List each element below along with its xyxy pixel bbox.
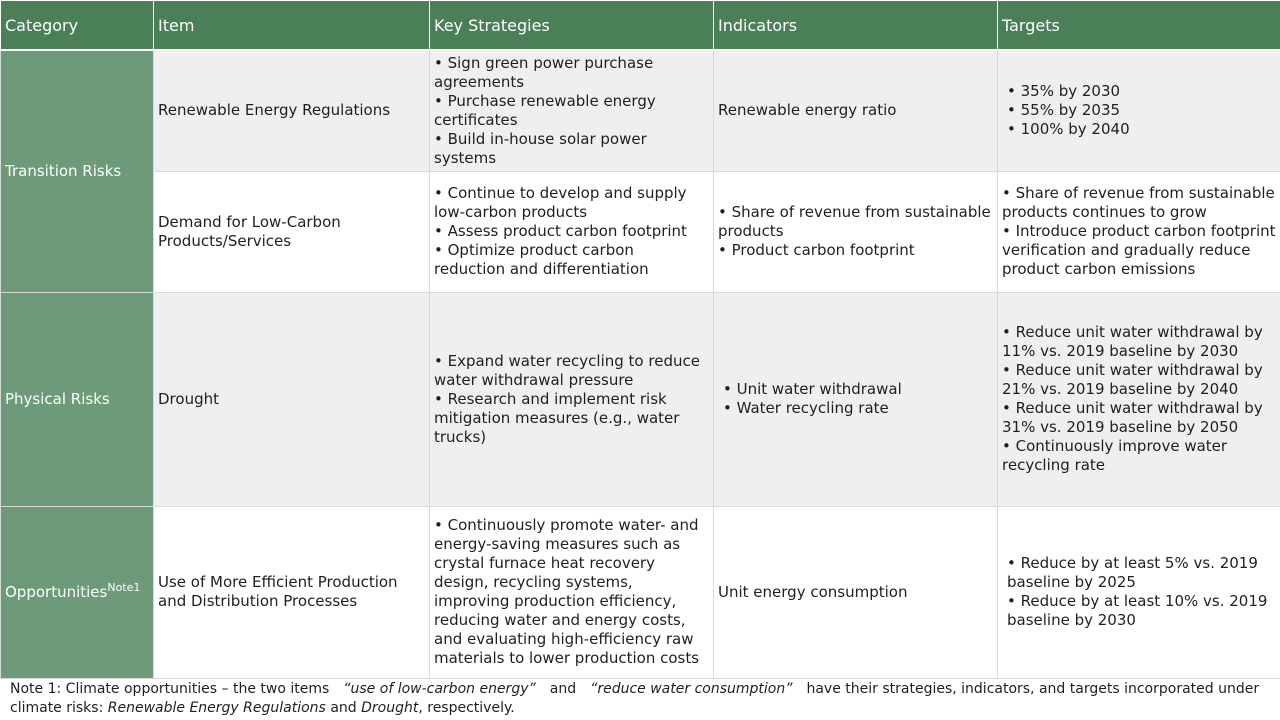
header-strategies: Key Strategies: [430, 1, 714, 51]
indicator-line: • Share of revenue from sustainable products: [718, 203, 991, 240]
footnote-and-1: and: [549, 681, 577, 697]
strategy-line: • Research and implement risk mitigation measures (e.g., water trucks): [434, 389, 680, 446]
item-cell: Renewable Energy Regulations: [154, 50, 430, 171]
strategies-cell: [430, 292, 714, 506]
target-line: • Reduce unit water withdrawal by 11% vs. 2019 baseline by 2030: [1002, 323, 1263, 360]
indicators-cell: [714, 50, 998, 171]
strategy-line: • Expand water recycling to reduce water withdrawal pressure: [434, 351, 700, 389]
table-row: [1, 506, 1280, 678]
targets-cell: [998, 171, 1280, 292]
footnote-mid: have their strategies, indicators, and targets incorporated under climate risks:: [10, 681, 1260, 716]
indicators-cell: [714, 292, 998, 506]
strategy-line: • Assess product carbon footprint: [434, 222, 687, 240]
indicator-line: Unit energy consumption: [718, 582, 908, 601]
item-cell: Drought: [154, 292, 430, 506]
indicators-cell: [714, 506, 998, 678]
targets-cell: [998, 506, 1280, 678]
strategies-cell: [430, 171, 714, 292]
strategy-line: • Continuously promote water- and energy-saving measures such as crystal furnace heat recovery design, recycling systems, improving production efficiency, reducing water and energy costs, and evaluating high-efficiency raw materials to lower production costs: [434, 516, 700, 667]
header-row: [1, 1, 1280, 51]
footnote-term-1: Renewable Energy Regulations: [107, 700, 326, 716]
category-opportunities-label: Opportunities: [5, 582, 108, 601]
strategies-cell: [430, 50, 714, 171]
indicator-line: • Unit water withdrawal: [723, 380, 902, 398]
category-opportunities: [1, 506, 154, 678]
target-line: • 55% by 2035: [1007, 101, 1121, 120]
strategy-line: • Build in-house solar power systems: [434, 129, 647, 167]
footnote-term-2: Drought: [361, 700, 419, 716]
strategy-line: • Continue to develop and supply low-carbon products: [434, 184, 687, 221]
indicator-line: • Water recycling rate: [723, 399, 889, 417]
category-physical-risks: Physical Risks: [1, 292, 154, 506]
indicator-line: Renewable energy ratio: [718, 101, 897, 120]
target-line: • Reduce unit water withdrawal by 21% vs. 2019 baseline by 2040: [1002, 361, 1263, 398]
item-cell: Use of More Efficient Production and Distribution Processes: [154, 506, 430, 678]
footnote-quote-2: “reduce water consumption”: [590, 681, 793, 697]
indicator-line: • Product carbon footprint: [718, 241, 915, 259]
target-line: • Reduce by at least 5% vs. 2019 baseline by 2025: [1007, 554, 1258, 591]
targets-cell: [998, 292, 1280, 506]
header-targets: Targets: [998, 1, 1280, 51]
table-row: [1, 171, 1280, 292]
strategy-line: • Optimize product carbon reduction and differentiation: [434, 241, 649, 278]
category-transition-risks: Transition Risks: [1, 50, 154, 292]
footnote-quote-1: “use of low-carbon energy”: [343, 681, 536, 697]
target-line: • Share of revenue from sustainable products continues to grow: [1002, 184, 1275, 221]
table-row: [1, 50, 1280, 171]
header-category: Category: [1, 1, 154, 51]
item-cell: Demand for Low-Carbon Products/Services: [154, 171, 430, 292]
footnote-prefix: Note 1: Climate opportunities – the two items: [10, 681, 330, 697]
target-line: • 35% by 2030: [1007, 82, 1121, 101]
target-line: • Reduce unit water withdrawal by 31% vs. 2019 baseline by 2050: [1002, 399, 1263, 436]
strategy-line: • Purchase renewable energy certificates: [434, 91, 656, 129]
indicators-cell: [714, 171, 998, 292]
header-item: Item: [154, 1, 430, 51]
table-row: [1, 292, 1280, 506]
strategies-cell: [430, 506, 714, 678]
footnote: [10, 680, 1270, 718]
target-line: • Reduce by at least 10% vs. 2019 baseline by 2030: [1007, 592, 1268, 629]
footnote-and-2: and: [330, 700, 357, 716]
targets-cell: [998, 50, 1280, 171]
target-line: • 100% by 2040: [1007, 120, 1130, 139]
target-line: • Continuously improve water recycling rate: [1002, 437, 1228, 474]
strategy-line: • Sign green power purchase agreements: [434, 53, 654, 91]
target-line: • Introduce product carbon footprint verification and gradually reduce product carbon emissions: [1002, 222, 1276, 278]
footnote-end: , respectively.: [418, 700, 515, 716]
note-reference: Note1: [107, 580, 141, 594]
header-indicators: Indicators: [714, 1, 998, 51]
